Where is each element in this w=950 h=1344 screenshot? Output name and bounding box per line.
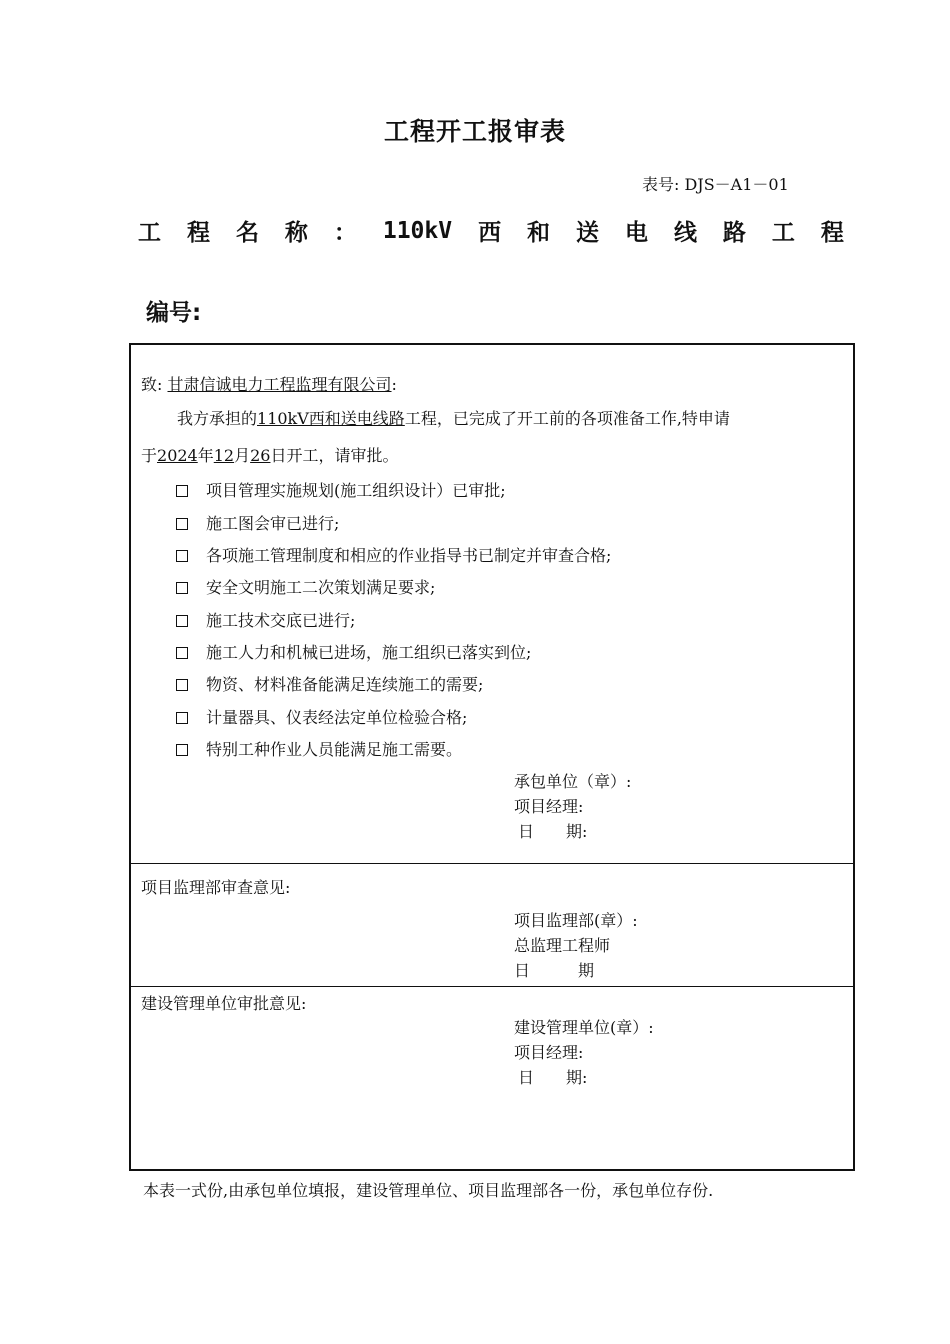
project-char: 电: [624, 220, 648, 246]
number-label: 编号:: [146, 300, 202, 326]
project-char: 工: [771, 220, 795, 246]
start-year-field[interactable]: 2024: [157, 446, 198, 465]
paragraph-text: 日开工，请审批。: [270, 446, 399, 465]
project-name-field[interactable]: 110kV西和送电线路: [257, 409, 405, 428]
checkbox-icon[interactable]: [176, 679, 188, 691]
checklist-item[interactable]: [176, 608, 355, 631]
section-divider: [131, 863, 853, 864]
checklist-label: 施工图会审已进行;: [206, 514, 340, 533]
contractor-date-label: 日 期:: [518, 822, 588, 841]
form-table: [129, 343, 855, 1171]
project-char: 110kV: [382, 217, 453, 244]
checklist-label: 特别工种作业人员能满足施工需要。: [206, 740, 463, 759]
section-divider: [131, 986, 853, 987]
owner-seal-label: 建设管理单位(章）:: [514, 1018, 654, 1037]
checkbox-icon[interactable]: [176, 712, 188, 724]
checklist-label: 项目管理实施规划(施工组织设计）已审批;: [206, 481, 506, 500]
project-char: 送: [576, 220, 599, 246]
checklist-item[interactable]: [176, 575, 435, 598]
supervision-heading: 项目监理部审查意见:: [141, 878, 291, 897]
contractor-manager-label: 项目经理:: [514, 797, 584, 816]
checkbox-icon[interactable]: [176, 615, 188, 627]
footer-note: 本表一式份,由承包单位填报，建设管理单位、项目监理部各一份，承包单位存份.: [143, 1181, 714, 1200]
project-char: 和: [527, 220, 551, 246]
checklist-label: 计量器具、仪表经法定单位检验合格;: [206, 708, 468, 727]
form-number: 表号: DJS－A1－01: [642, 175, 789, 194]
project-char: 程: [820, 220, 844, 246]
project-char: 名: [235, 220, 259, 246]
month-unit: 月: [234, 446, 251, 465]
checklist-label: 物资、材料准备能满足连续施工的需要;: [206, 675, 484, 694]
checkbox-icon[interactable]: [176, 518, 188, 530]
start-day-field[interactable]: 26: [250, 446, 271, 465]
checkbox-icon[interactable]: [176, 582, 188, 594]
project-char: 路: [722, 220, 746, 246]
project-char: 线: [673, 220, 697, 246]
owner-date-label: 日 期:: [518, 1068, 588, 1087]
checklist-item[interactable]: [176, 478, 506, 501]
project-name-line: [138, 214, 844, 247]
project-char: 西: [478, 220, 502, 246]
checkbox-icon[interactable]: [176, 647, 188, 659]
supervision-seal-label: 项目监理部(章）:: [514, 911, 638, 930]
checklist-label: 施工人力和机械已进场，施工组织已落实到位;: [206, 643, 532, 662]
addressee-label: 致:: [141, 375, 163, 394]
checklist-label: 安全文明施工二次策划满足要求;: [206, 578, 436, 597]
supervision-date-label: 日 期: [514, 961, 595, 980]
project-char: ：: [333, 220, 357, 246]
owner-heading: 建设管理单位审批意见:: [141, 994, 307, 1013]
application-paragraph-line1: [177, 406, 730, 429]
checklist-label: 施工技术交底已进行;: [206, 611, 356, 630]
project-char: 程: [186, 220, 210, 246]
paragraph-text: 工程，已完成了开工前的各项准备工作,特申请: [404, 409, 730, 428]
checklist-item[interactable]: [176, 737, 462, 760]
checkbox-icon[interactable]: [176, 550, 188, 562]
contractor-seal-label: 承包单位（章）:: [514, 772, 632, 791]
addressee-company: 甘肃信诚电力工程监理有限公司: [167, 375, 392, 394]
paragraph-text: 我方承担的: [177, 409, 258, 428]
addressee-line: [141, 372, 397, 395]
start-month-field[interactable]: 12: [213, 446, 235, 465]
year-unit: 年: [197, 446, 214, 465]
document-title: 工程开工报审表: [383, 117, 566, 146]
checklist-item[interactable]: [176, 705, 467, 728]
checkbox-icon[interactable]: [176, 485, 188, 497]
project-char: 工: [138, 220, 161, 246]
owner-manager-label: 项目经理:: [514, 1043, 584, 1062]
checklist-label: 各项施工管理制度和相应的作业指导书已制定并审查合格;: [206, 546, 612, 565]
paragraph-text: 于: [141, 446, 158, 465]
checkbox-icon[interactable]: [176, 744, 188, 756]
chief-engineer-label: 总监理工程师: [514, 936, 611, 955]
checklist-item[interactable]: [176, 511, 339, 534]
project-char: 称: [284, 220, 308, 246]
checklist-item[interactable]: [176, 672, 483, 695]
addressee-colon: :: [391, 375, 397, 394]
checklist-item[interactable]: [176, 543, 611, 566]
checklist-item[interactable]: [176, 640, 531, 663]
application-paragraph-line2: [141, 443, 399, 466]
